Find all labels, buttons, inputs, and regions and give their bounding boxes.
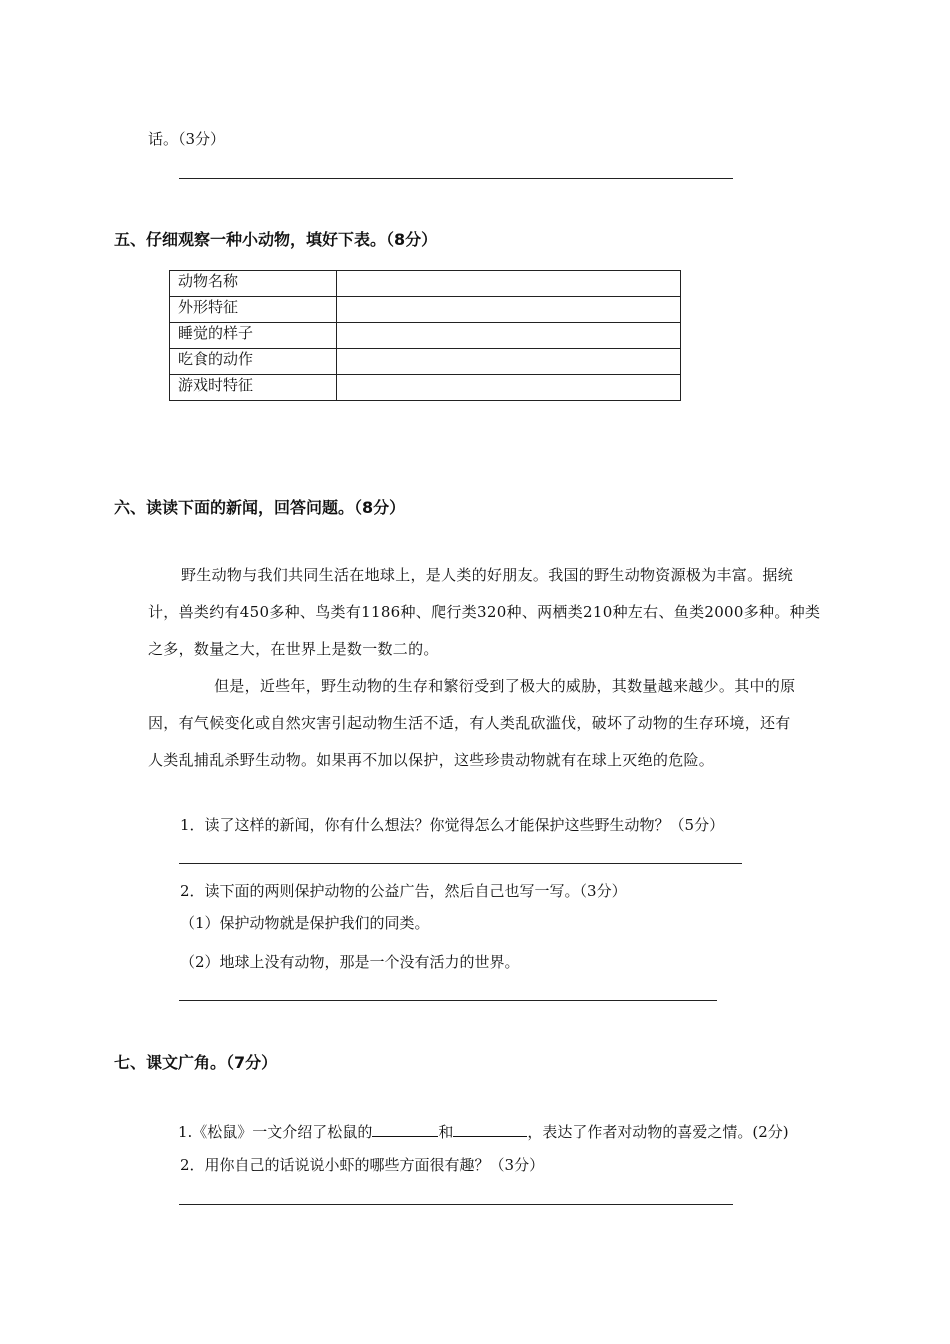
answer-line[interactable] — [179, 863, 742, 864]
ad-example-1: （1）保护动物就是保护我们的同类。 — [180, 914, 430, 932]
row-answer-cell[interactable] — [337, 271, 681, 297]
row-answer-cell[interactable] — [337, 297, 681, 323]
row-label: 游戏时特征 — [170, 375, 337, 401]
fill-blank-2[interactable] — [453, 1121, 527, 1137]
question-7-1-text-a: 1.《松鼠》一文介绍了松鼠的 — [178, 1123, 373, 1141]
continuation-text: 话。（3分） — [148, 130, 226, 148]
news-para2-line2: 因，有气候变化或自然灾害引起动物生活不适，有人类乱砍滥伐，破坏了动物的生存环境，还有 — [148, 714, 791, 732]
row-answer-cell[interactable] — [337, 375, 681, 401]
question-6-2: 2．读下面的两则保护动物的公益广告，然后自己也写一写。（3分） — [180, 882, 627, 900]
fill-blank-1[interactable] — [372, 1121, 438, 1137]
section-5-title: 五、仔细观察一种小动物，填好下表。（8分） — [114, 230, 438, 249]
observation-table — [169, 270, 681, 401]
news-para2-line1: 但是，近些年，野生动物的生存和繁衍受到了极大的威胁，其数量越来越少。其中的原 — [214, 677, 796, 695]
question-7-1-text-b: 和 — [438, 1123, 454, 1141]
answer-line[interactable] — [179, 1000, 717, 1001]
table-row — [170, 323, 681, 349]
row-label: 睡觉的样子 — [170, 323, 337, 349]
question-6-1: 1．读了这样的新闻，你有什么想法？你觉得怎么才能保护这些野生动物？（5分） — [180, 816, 725, 834]
answer-line[interactable] — [179, 178, 733, 179]
news-para1-line1: 野生动物与我们共同生活在地球上，是人类的好朋友。我国的野生动物资源极为丰富。据统 — [181, 566, 794, 584]
section-7-title: 七、课文广角。（7分） — [114, 1053, 278, 1072]
news-para1-line3: 之多，数量之大，在世界上是数一数二的。 — [148, 640, 439, 658]
ad-example-2: （2）地球上没有动物，那是一个没有活力的世界。 — [180, 953, 520, 971]
news-para1-line2: 计，兽类约有450多种、鸟类有1186种、爬行类320种、两栖类210种左右、鱼类2000多种。种类 — [148, 603, 821, 621]
news-para2-line3: 人类乱捕乱杀野生动物。如果再不加以保护，这些珍贵动物就有在球上灭绝的危险。 — [148, 751, 715, 769]
row-label: 动物名称 — [170, 271, 337, 297]
question-7-1-text-c: ，表达了作者对动物的喜爱之情。(2分) — [527, 1123, 789, 1141]
table-row — [170, 375, 681, 401]
question-7-1 — [178, 1121, 789, 1142]
row-answer-cell[interactable] — [337, 323, 681, 349]
table-row — [170, 297, 681, 323]
row-label: 吃食的动作 — [170, 349, 337, 375]
table-row — [170, 349, 681, 375]
question-7-2: 2．用你自己的话说说小虾的哪些方面很有趣？（3分） — [180, 1156, 545, 1174]
answer-line[interactable] — [179, 1204, 733, 1205]
section-6-title: 六、读读下面的新闻，回答问题。（8分） — [114, 498, 406, 517]
row-label: 外形特征 — [170, 297, 337, 323]
row-answer-cell[interactable] — [337, 349, 681, 375]
table-row — [170, 271, 681, 297]
